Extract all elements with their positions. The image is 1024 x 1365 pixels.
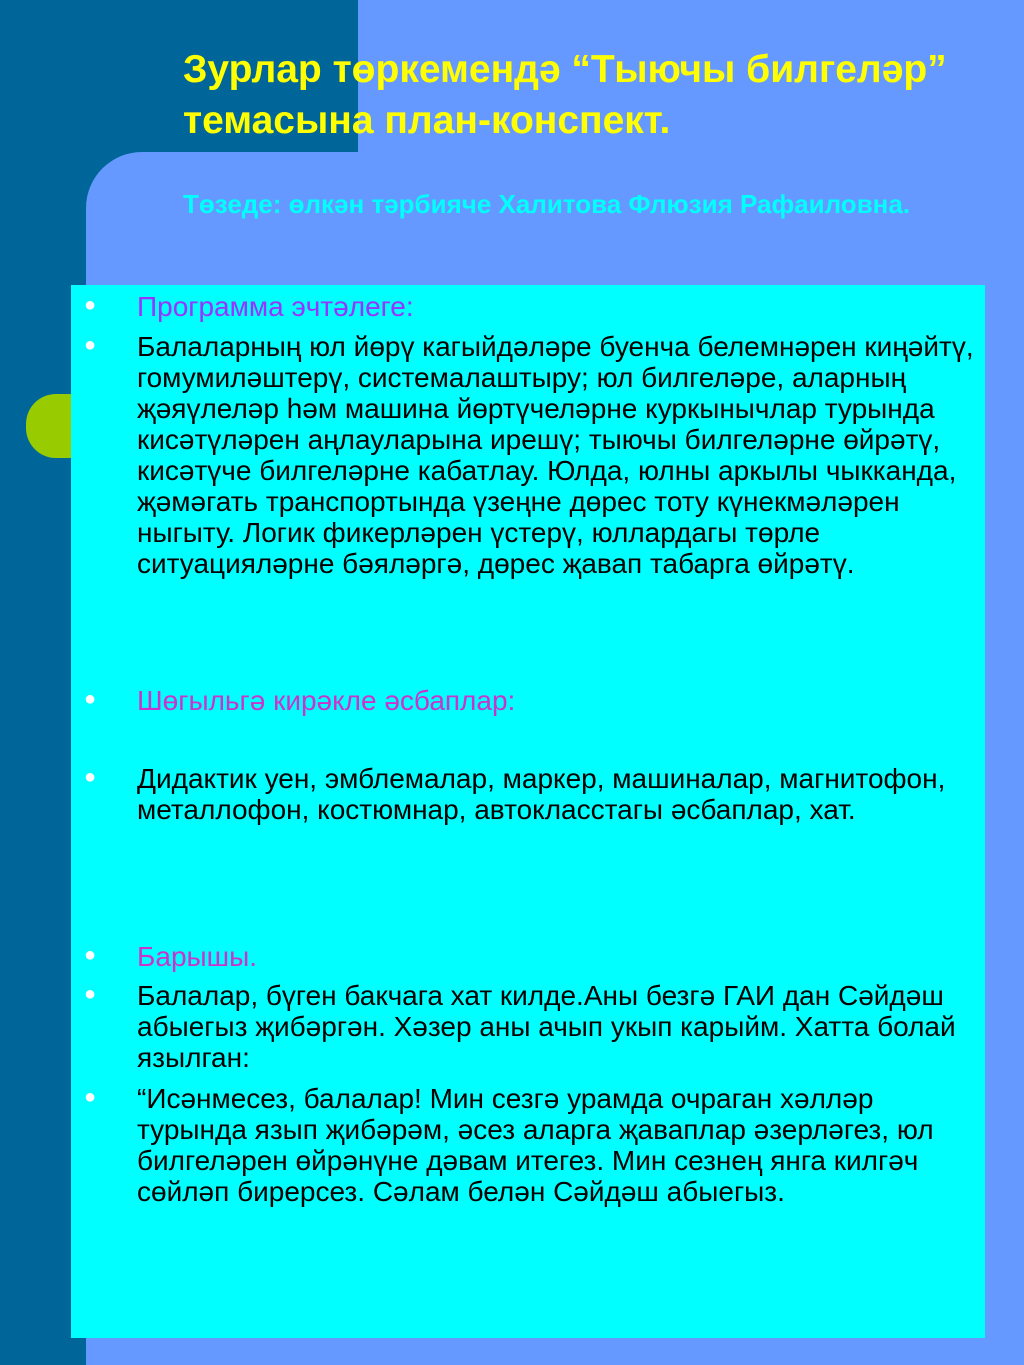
list-item-text: Программа эчтәлеге: [137, 291, 414, 322]
list-item-text: Дидактик уен, эмблемалар, маркер, машиналар, магнитофон, металлофон, костюмнар, автокласстагы әсбаплар, хат. [137, 763, 946, 825]
bullet-icon: ● [84, 1086, 97, 1108]
bullet-icon: ● [84, 766, 97, 788]
bullet-icon: ● [84, 294, 97, 316]
list-item-text: Шөгыльгә кирәкле әсбаплар: [137, 685, 516, 716]
list-item-text: Барышы. [137, 941, 258, 972]
bullet-icon: ● [84, 944, 97, 966]
slide-title: Зурлар төркемендә “Тыючы билгеләр” темасына план-конспект. [183, 48, 947, 142]
bullet-icon: ● [84, 688, 97, 710]
bullet-icon: ● [84, 983, 97, 1005]
bullet-icon: ● [84, 334, 97, 356]
content-box [71, 285, 985, 1338]
list-item-text: Балаларның юл йөрү кагыйдәләре буенча белемнәрен киңәйтү, гомумиләштерү, системалаштыру; юл билгеләре, аларның җәяүлеләр һәм машина йөртүчеләрне куркынычлар турында кисәтүләрен аңлауларына ирешү; тыючы билгеләрне өйрәтү, кисәтүче билгеләрне кабатлау. Юлда, юлны аркылы чыкканда, җәмәгать транспортында үзеңне дөрес тоту күнекмәләрен ныгыту. Логик фикерләрен үстерү, юллардагы төрле ситуацияләрне бәяләргә, дөрес җавап табарга өйрәтү. [137, 331, 974, 579]
list-item-text: Балалар, бүген бакчага хат килде.Аны безгә ГАИ дан Сәйдәш абыегыз җибәргән. Хәзер аны ачып укып карыйм. Хатта болай язылган: [137, 980, 956, 1073]
list-item-text: “Исәнмесез, балалар! Мин сезгә урамда очраган хәлләр турында язып җибәрәм, әсез аларга җаваплар әзерләгез, юл билгеләрен өйрәнүне дәвам итегез. Мин сезнең янга килгәч сөйләп бирерсез. Сәлам белән Сәйдәш абыегыз. [137, 1083, 934, 1207]
slide-author: Төзеде: өлкән тәрбияче Халитова Флюзия Рафаиловна. [183, 189, 911, 219]
